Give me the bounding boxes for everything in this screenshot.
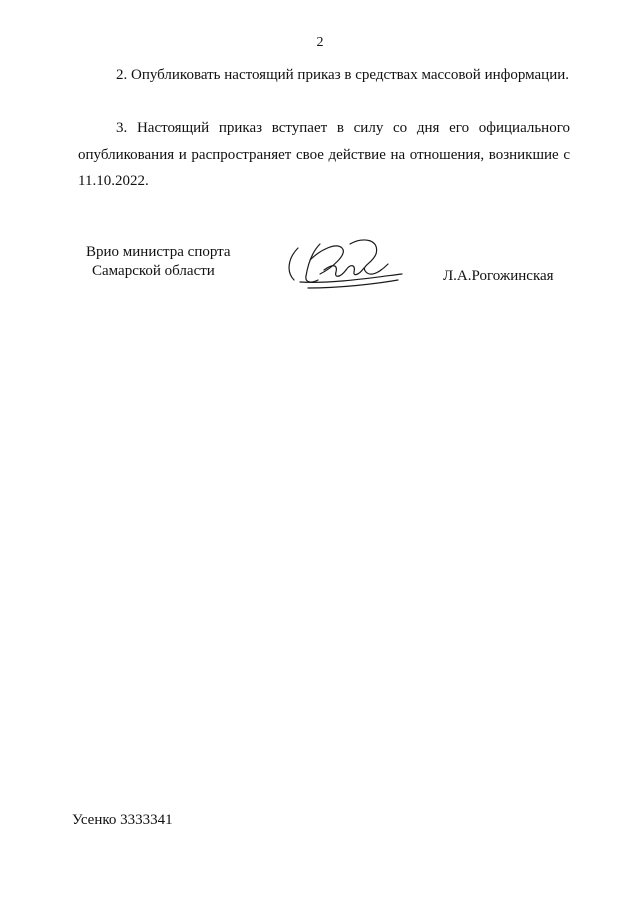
signatory-title (86, 243, 231, 281)
paragraph-effective: 3. Настоящий приказ вступает в силу со дня его официального опубликования и распространяет свое действие на отношения, возникшие с 11.10.2022. (78, 120, 570, 189)
executor-note: Усенко 3333341 (72, 812, 173, 828)
signatory-name: Л.А.Рогожинская (443, 268, 554, 284)
handwritten-signature (280, 230, 410, 300)
paragraph-publish: 2. Опубликовать настоящий приказ в средствах массовой информации. (116, 67, 570, 83)
signatory-title-line2: Самарской области (92, 263, 215, 279)
page-number: 2 (316, 35, 324, 50)
signatory-title-line1: Врио министра спорта (86, 244, 231, 260)
